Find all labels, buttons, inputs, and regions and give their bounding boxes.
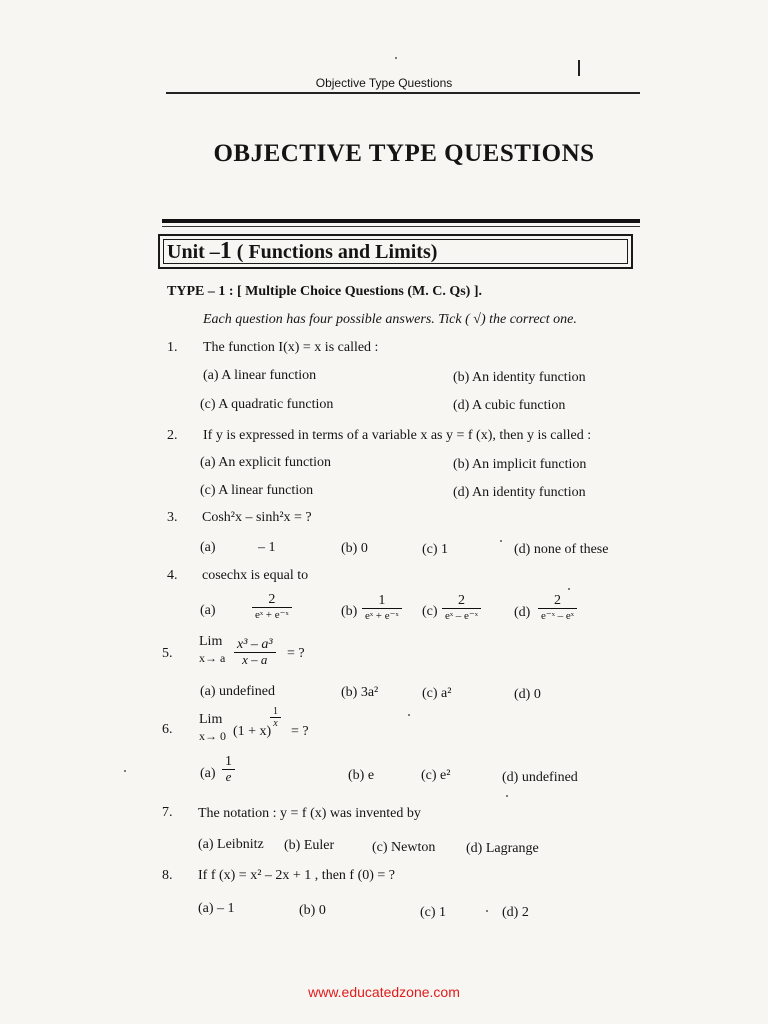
scan-speck xyxy=(124,770,126,772)
option-c[interactable]: (c) Newton xyxy=(372,840,436,855)
option-a-fraction xyxy=(252,592,292,622)
page-title: OBJECTIVE TYPE QUESTIONS xyxy=(213,140,595,167)
option-d[interactable]: (d) A cubic function xyxy=(453,398,566,413)
type-heading: TYPE – 1 : [ Multiple Choice Questions (M. C. Qs) ]. xyxy=(167,284,482,299)
fraction-numerator: 2 xyxy=(457,593,465,608)
exponent-numerator: 1 xyxy=(273,706,278,717)
option-b[interactable]: (b) xyxy=(341,604,358,619)
option-a[interactable]: (a) – 1 xyxy=(198,901,235,916)
question-number: 8. xyxy=(162,868,173,883)
option-c[interactable]: (c) a² xyxy=(422,686,452,701)
title-rule-thick xyxy=(162,219,640,223)
scan-speck xyxy=(395,57,397,59)
option-a[interactable]: (a) xyxy=(200,766,216,781)
option-b[interactable]: (b) Euler xyxy=(284,838,335,853)
question-number: 6. xyxy=(162,722,173,737)
running-header: Objective Type Questions xyxy=(315,76,453,90)
question-text: The notation : y = f (x) was invented by xyxy=(198,806,421,821)
option-d-fraction xyxy=(538,593,577,623)
option-a[interactable]: (a) xyxy=(200,603,216,618)
option-b[interactable]: (b) An implicit function xyxy=(453,457,587,472)
scan-speck xyxy=(500,540,502,542)
option-c-fraction xyxy=(442,593,481,623)
exponent-denominator: x xyxy=(270,717,281,729)
option-a[interactable]: (a) A linear function xyxy=(203,368,317,383)
limit-expression xyxy=(234,637,276,667)
question-number: 1. xyxy=(167,340,178,355)
limit-word: Lim xyxy=(199,712,223,727)
fraction-numerator: 1 xyxy=(378,593,386,608)
option-d[interactable]: (d) 0 xyxy=(514,687,541,702)
fraction-numerator: 2 xyxy=(268,592,276,607)
option-b-fraction xyxy=(362,593,402,623)
limit-exponent xyxy=(270,706,281,729)
option-a[interactable]: (a) undefined xyxy=(200,684,276,699)
question-text: The function I(x) = x is called : xyxy=(203,340,379,355)
option-b[interactable]: (b) 3a² xyxy=(341,685,379,700)
option-c[interactable]: (c) 1 xyxy=(422,542,449,557)
option-c[interactable]: (c) A quadratic function xyxy=(200,397,334,412)
fraction-denominator: eˣ + e⁻ˣ xyxy=(362,608,402,623)
fraction-denominator: x – a xyxy=(234,652,276,667)
question-number: 3. xyxy=(167,510,178,525)
limit-subscript: x→ 0 xyxy=(199,729,226,743)
option-c[interactable]: (c) xyxy=(422,604,438,619)
option-d[interactable]: (d) Lagrange xyxy=(466,841,539,856)
option-d[interactable]: (d) none of these xyxy=(514,542,609,557)
header-tick-mark xyxy=(578,60,580,76)
scan-speck xyxy=(568,588,570,590)
option-a-value: – 1 xyxy=(258,540,276,555)
limit-tail: = ? xyxy=(291,724,309,739)
option-a-fraction xyxy=(222,754,235,784)
fraction-denominator: e xyxy=(222,769,235,784)
unit-prefix: Unit xyxy=(167,241,205,263)
option-a[interactable]: (a) xyxy=(200,540,216,555)
scan-speck xyxy=(408,714,410,716)
question-text: If y is expressed in terms of a variable x as y = f (x), then y is called : xyxy=(203,428,592,443)
question-number: 2. xyxy=(167,428,178,443)
scan-speck xyxy=(486,910,488,912)
limit-base: (1 + x) xyxy=(233,724,272,739)
fraction-denominator: eˣ + e⁻ˣ xyxy=(252,607,292,622)
option-a[interactable]: (a) Leibnitz xyxy=(198,837,264,852)
footer-url[interactable]: www.educatedzone.com xyxy=(308,984,460,1000)
limit-subscript: x→ a xyxy=(199,651,226,665)
unit-number: 1 xyxy=(219,238,232,264)
question-text: cosechx is equal to xyxy=(202,568,309,583)
fraction-denominator: e⁻ˣ – eˣ xyxy=(538,608,577,623)
option-d[interactable]: (d) 2 xyxy=(502,905,529,920)
limit-word: Lim xyxy=(199,634,223,649)
question-number: 5. xyxy=(162,646,173,661)
header-rule xyxy=(166,92,640,94)
option-d[interactable]: (d) An identity function xyxy=(453,485,586,500)
fraction-numerator: 1 xyxy=(225,754,232,769)
option-c[interactable]: (c) 1 xyxy=(420,905,447,920)
limit-operator xyxy=(199,634,225,666)
option-c[interactable]: (c) e² xyxy=(421,768,451,783)
instruction-text: Each question has four possible answers. Tick ( √) the correct one. xyxy=(203,312,577,327)
unit-heading xyxy=(167,238,437,265)
unit-dash: – xyxy=(209,241,220,263)
option-b[interactable]: (b) 0 xyxy=(341,541,368,556)
title-rule-thin xyxy=(162,226,640,227)
fraction-numerator: 2 xyxy=(553,593,561,608)
option-b[interactable]: (b) An identity function xyxy=(453,370,586,385)
option-d[interactable]: (d) undefined xyxy=(502,770,578,785)
limit-tail: = ? xyxy=(287,646,305,661)
option-b[interactable]: (b) 0 xyxy=(299,903,326,918)
unit-topic: ( Functions and Limits) xyxy=(236,241,438,263)
option-c[interactable]: (c) A linear function xyxy=(200,483,314,498)
scan-speck xyxy=(506,795,508,797)
option-b[interactable]: (b) e xyxy=(348,768,375,783)
fraction-numerator: x³ – a³ xyxy=(237,637,273,652)
question-text: If f (x) = x² – 2x + 1 , then f (0) = ? xyxy=(198,868,395,883)
fraction-denominator: eˣ – e⁻ˣ xyxy=(442,608,481,623)
limit-operator xyxy=(199,712,226,744)
question-number: 4. xyxy=(167,568,178,583)
option-d[interactable]: (d) xyxy=(514,605,531,620)
question-number: 7. xyxy=(162,805,173,820)
question-text: Cosh²x – sinh²x = ? xyxy=(202,510,312,525)
option-a[interactable]: (a) An explicit function xyxy=(200,455,332,470)
